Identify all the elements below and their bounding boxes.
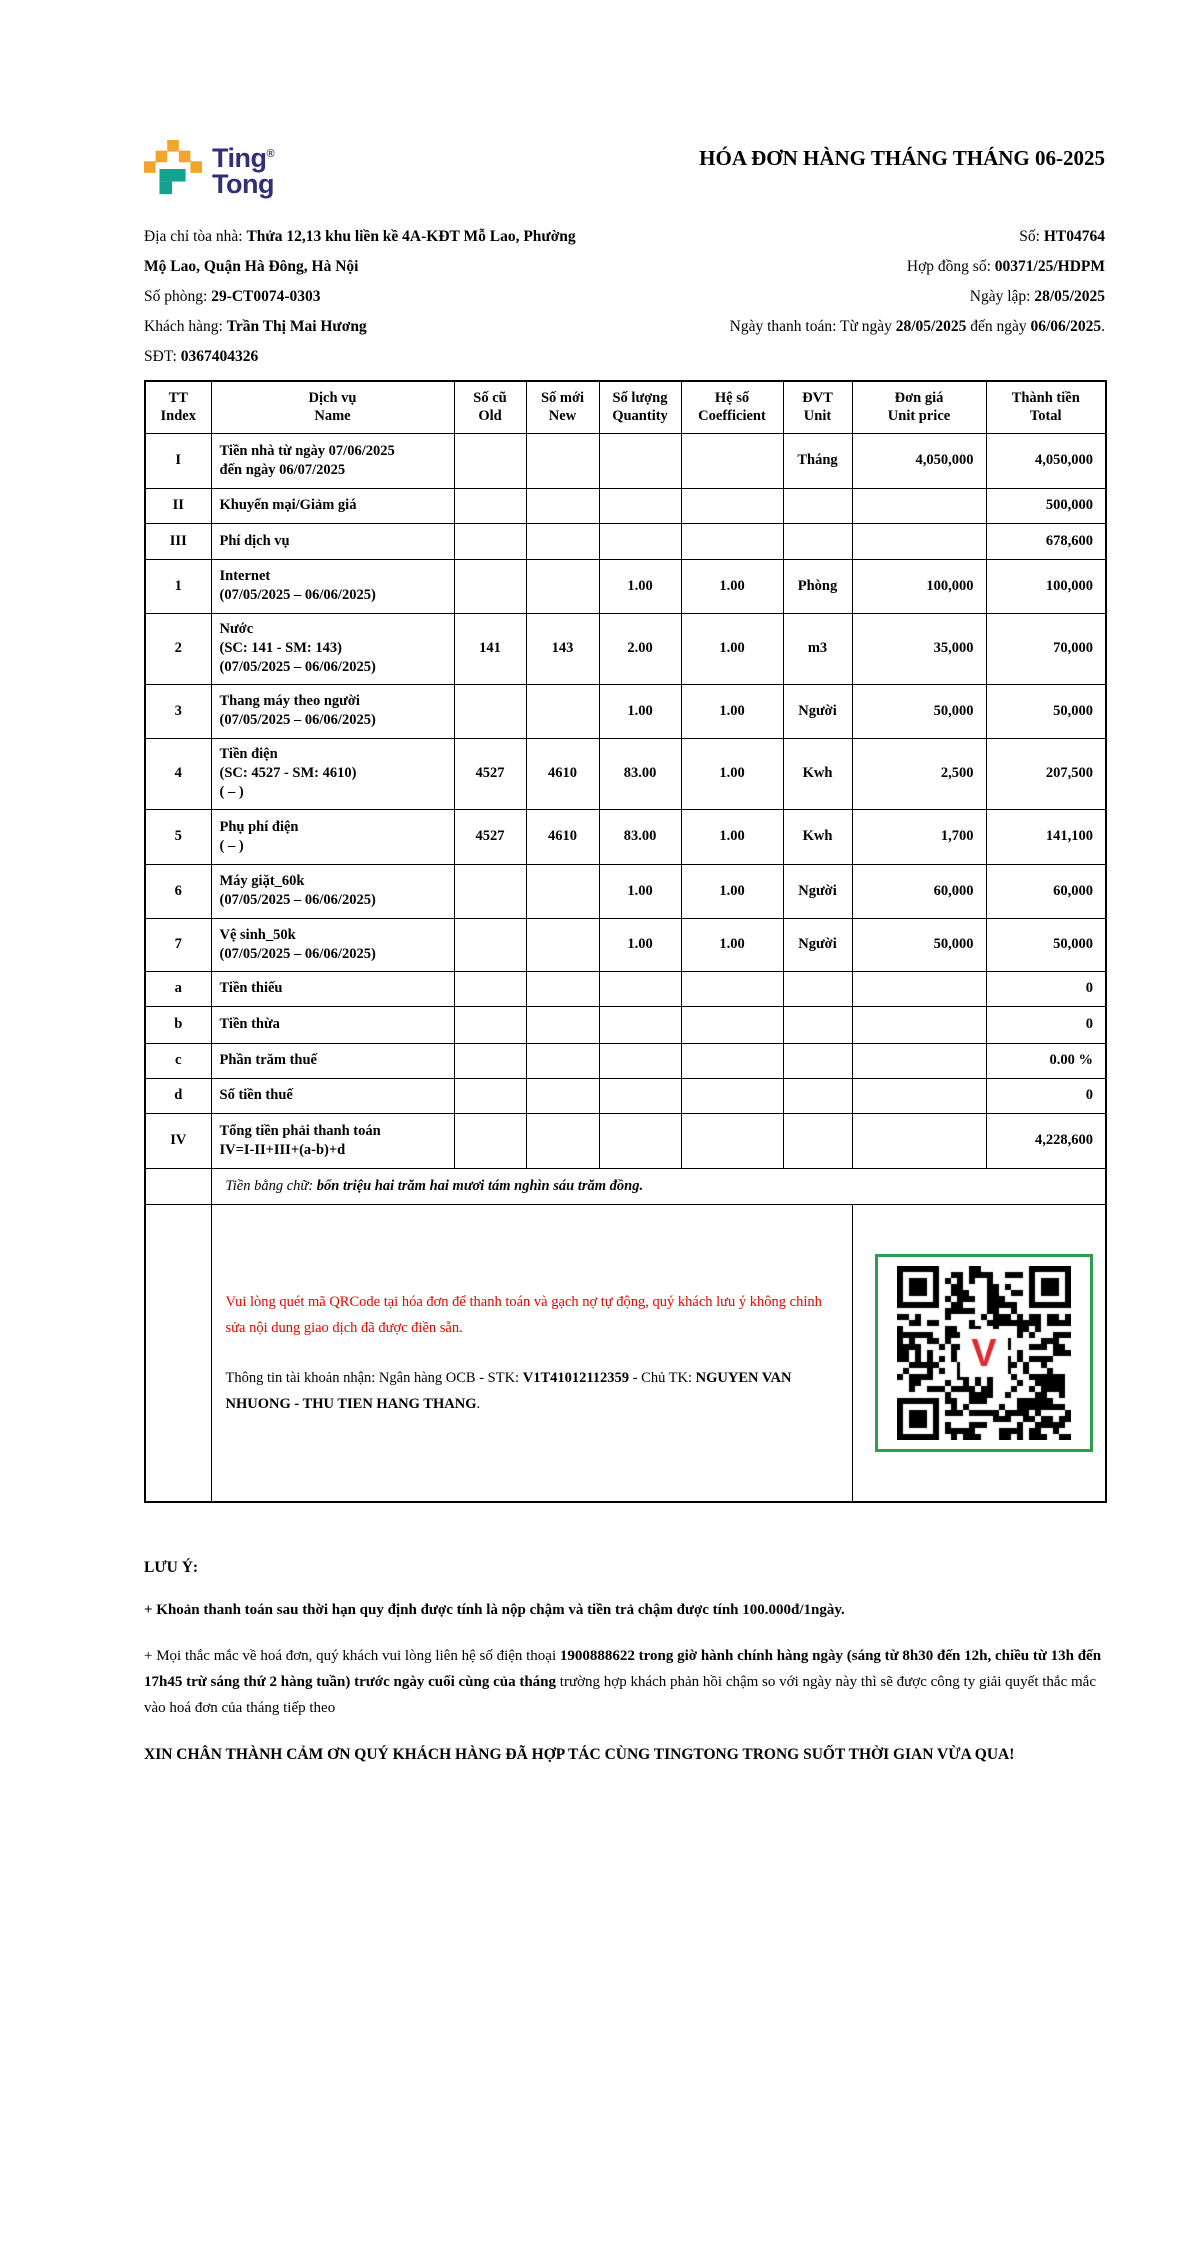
cell-coefficient: 1.00 — [681, 809, 783, 864]
cell-new-reading: 4610 — [526, 738, 599, 809]
cell-unit-price — [852, 523, 986, 559]
table-row — [145, 1113, 1106, 1168]
invoice-info — [144, 222, 1105, 372]
cell-new-reading — [526, 1078, 599, 1113]
cell-service-name: Số tiền thuế — [211, 1078, 454, 1113]
cell-old-reading — [454, 1006, 526, 1043]
footer-notes — [144, 1559, 1105, 1768]
table-row — [145, 613, 1106, 684]
cell-total: 60,000 — [986, 864, 1106, 918]
cell-new-reading: 143 — [526, 613, 599, 684]
table-row — [145, 684, 1106, 738]
room-number: Số phòng: 29-CT0074-0303 — [144, 288, 321, 305]
late-payment-note: + Khoản thanh toán sau thời hạn quy định được tính là nộp chậm và tiền trả chậm được tính 100.000đ/1ngày. — [144, 1602, 845, 1618]
cell-index: 5 — [145, 809, 211, 864]
cell-quantity: 83.00 — [599, 738, 681, 809]
building-address-line-1: Địa chỉ tòa nhà: Thửa 12,13 khu liền kề 4A-KĐT Mỗ Lao, Phường — [144, 228, 576, 245]
cell-unit-price — [852, 488, 986, 523]
cell-unit-price — [852, 1043, 986, 1078]
cell-old-reading — [454, 918, 526, 971]
col-header-total: Thành tiền Total — [986, 381, 1106, 433]
cell-new-reading — [526, 864, 599, 918]
cell-quantity: 1.00 — [599, 559, 681, 613]
header — [144, 138, 1105, 200]
cell-quantity — [599, 523, 681, 559]
tingtong-logo-icon — [144, 140, 202, 198]
cell-quantity: 2.00 — [599, 613, 681, 684]
cell-index: a — [145, 971, 211, 1006]
cell-old-reading — [454, 488, 526, 523]
cell-service-name: Tiền thiếu — [211, 971, 454, 1006]
cell-new-reading — [526, 1006, 599, 1043]
cell-new-reading — [526, 918, 599, 971]
cell-old-reading — [454, 559, 526, 613]
cell-service-name: Phí dịch vụ — [211, 523, 454, 559]
cell-coefficient — [681, 1113, 783, 1168]
info-row — [144, 312, 1105, 342]
col-header-unit-price: Đơn giá Unit price — [852, 381, 986, 433]
cell-service-name: Tổng tiền phải thanh toán IV=I-II+III+(a-b)+d — [211, 1113, 454, 1168]
cell-new-reading — [526, 684, 599, 738]
cell-service-name: Tiền điện (SC: 4527 - SM: 4610) ( – ) — [211, 738, 454, 809]
invoice-table-body — [145, 433, 1106, 1168]
cell-unit: Kwh — [783, 809, 852, 864]
cell-index: 1 — [145, 559, 211, 613]
cell-service-name: Thang máy theo người (07/05/2025 – 06/06/2025) — [211, 684, 454, 738]
cell-unit — [783, 971, 852, 1006]
cell-service-name: Phần trăm thuế — [211, 1043, 454, 1078]
col-header-index: TT Index — [145, 381, 211, 433]
info-row — [144, 252, 1105, 282]
cell-unit: Tháng — [783, 433, 852, 488]
cell-unit-price: 50,000 — [852, 918, 986, 971]
qr-code — [897, 1266, 1071, 1440]
cell-coefficient — [681, 523, 783, 559]
cell-total: 0.00 % — [986, 1043, 1106, 1078]
col-header-old: Số cũ Old — [454, 381, 526, 433]
cell-unit: Phòng — [783, 559, 852, 613]
cell-quantity — [599, 1078, 681, 1113]
cell-new-reading — [526, 1113, 599, 1168]
cell-old-reading — [454, 433, 526, 488]
cell-unit-price — [852, 1006, 986, 1043]
cell-old-reading — [454, 523, 526, 559]
cell-index: II — [145, 488, 211, 523]
cell-total: 678,600 — [986, 523, 1106, 559]
cell-unit-price: 60,000 — [852, 864, 986, 918]
info-row — [144, 342, 1105, 372]
amount-in-words-row — [145, 1168, 1106, 1204]
cell-old-reading — [454, 1078, 526, 1113]
col-header-quantity: Số lượng Quantity — [599, 381, 681, 433]
table-row — [145, 971, 1106, 1006]
table-row — [145, 809, 1106, 864]
col-header-coefficient: Hệ số Coefficient — [681, 381, 783, 433]
cell-old-reading: 141 — [454, 613, 526, 684]
cell-old-reading — [454, 1113, 526, 1168]
cell-quantity: 1.00 — [599, 684, 681, 738]
table-row — [145, 523, 1106, 559]
cell-unit-price: 35,000 — [852, 613, 986, 684]
cell-unit — [783, 1043, 852, 1078]
cell-service-name: Tiền nhà từ ngày 07/06/2025 đến ngày 06/07/2025 — [211, 433, 454, 488]
cell-old-reading — [454, 684, 526, 738]
table-header-row — [145, 381, 1106, 433]
col-header-unit: ĐVT Unit — [783, 381, 852, 433]
cell-quantity — [599, 1006, 681, 1043]
cell-new-reading — [526, 1043, 599, 1078]
payment-instructions — [211, 1204, 852, 1502]
cell-service-name: Vệ sinh_50k (07/05/2025 – 06/06/2025) — [211, 918, 454, 971]
cell-old-reading — [454, 864, 526, 918]
notes-heading: LƯU Ý: — [144, 1559, 199, 1576]
cell-total: 207,500 — [986, 738, 1106, 809]
col-header-name: Dịch vụ Name — [211, 381, 454, 433]
cell-total: 4,050,000 — [986, 433, 1106, 488]
table-row — [145, 433, 1106, 488]
cell-unit: Người — [783, 864, 852, 918]
cell-unit — [783, 1113, 852, 1168]
cell-unit — [783, 1078, 852, 1113]
cell-unit-price: 50,000 — [852, 684, 986, 738]
cell-coefficient — [681, 971, 783, 1006]
cell-index: III — [145, 523, 211, 559]
cell-quantity — [599, 971, 681, 1006]
cell-old-reading — [454, 1043, 526, 1078]
cell-coefficient: 1.00 — [681, 918, 783, 971]
cell-unit-price: 100,000 — [852, 559, 986, 613]
cell-total: 0 — [986, 1006, 1106, 1043]
cell-total: 70,000 — [986, 613, 1106, 684]
cell-old-reading: 4527 — [454, 809, 526, 864]
cell-unit-price — [852, 971, 986, 1006]
cell-total: 4,228,600 — [986, 1113, 1106, 1168]
qr-scan-warning: Vui lòng quét mã QRCode tại hóa đơn để thanh toán và gạch nợ tự động, quý khách lưu ý không chỉnh sửa nội dung giao dịch đã được điền sẵn. — [225, 1293, 822, 1336]
cell-unit: Kwh — [783, 738, 852, 809]
cell-coefficient — [681, 1078, 783, 1113]
cell-index: 7 — [145, 918, 211, 971]
cell-total: 50,000 — [986, 684, 1106, 738]
table-row — [145, 918, 1106, 971]
cell-new-reading: 4610 — [526, 809, 599, 864]
invoice-title: HÓA ĐƠN HÀNG THÁNG THÁNG 06-2025 — [699, 146, 1105, 170]
cell-index: 3 — [145, 684, 211, 738]
cell-unit-price — [852, 1078, 986, 1113]
cell-index: d — [145, 1078, 211, 1113]
table-row — [145, 1043, 1106, 1078]
cell-service-name: Phụ phí điện ( – ) — [211, 809, 454, 864]
cell-service-name: Nước (SC: 141 - SM: 143) (07/05/2025 – 06/06/2025) — [211, 613, 454, 684]
cell-service-name: Máy giặt_60k (07/05/2025 – 06/06/2025) — [211, 864, 454, 918]
cell-index: I — [145, 433, 211, 488]
cell-new-reading — [526, 488, 599, 523]
cell-coefficient: 1.00 — [681, 864, 783, 918]
cell-total: 141,100 — [986, 809, 1106, 864]
cell-coefficient: 1.00 — [681, 738, 783, 809]
hotline-note: + Mọi thắc mắc về hoá đơn, quý khách vui lòng liên hệ số điện thoại 1900888622 trong giờ hành chính hàng ngày (sáng từ 8h30 đến 12h, chiều từ 13h đến 17h45 trừ sáng thứ 2 hàng tuần) trước ngày cuối cùng của tháng trường hợp khách phản hồi chậm so với ngày này thì sẽ được công ty giải quyết thắc mắc vào hoá đơn của tháng tiếp theo — [144, 1648, 1102, 1716]
cell-new-reading — [526, 559, 599, 613]
cell-total: 100,000 — [986, 559, 1106, 613]
cell-unit — [783, 1006, 852, 1043]
qr-frame — [875, 1254, 1093, 1452]
invoice-table — [144, 380, 1107, 1503]
cell-unit-price: 4,050,000 — [852, 433, 986, 488]
cell-coefficient — [681, 1006, 783, 1043]
cell-total: 0 — [986, 971, 1106, 1006]
table-row — [145, 488, 1106, 523]
phone-number: SĐT: 0367404326 — [144, 348, 259, 365]
cell-unit: Người — [783, 918, 852, 971]
cell-quantity: 1.00 — [599, 864, 681, 918]
cell-new-reading — [526, 433, 599, 488]
cell-quantity — [599, 433, 681, 488]
cell-total: 500,000 — [986, 488, 1106, 523]
contract-number: Hợp đồng số: 00371/25/HDPM — [906, 258, 1105, 275]
col-header-new: Số mới New — [526, 381, 599, 433]
cell-unit: m3 — [783, 613, 852, 684]
building-address-line-2: Mộ Lao, Quận Hà Đông, Hà Nội — [144, 258, 359, 275]
payment-period: Ngày thanh toán: Từ ngày 28/05/2025 đến ngày 06/06/2025. — [729, 318, 1105, 335]
bank-account-info: Thông tin tài khoản nhận: Ngân hàng OCB - STK: V1T41012112359 - Chủ TK: NGUYEN VAN NHUONG - THU TIEN HANG THANG. — [225, 1369, 792, 1412]
cell-coefficient — [681, 1043, 783, 1078]
cell-quantity: 1.00 — [599, 918, 681, 971]
cell-index: 6 — [145, 864, 211, 918]
customer-name: Khách hàng: Trần Thị Mai Hương — [144, 318, 367, 335]
qr-row — [145, 1204, 1106, 1502]
table-row — [145, 864, 1106, 918]
cell-unit-price — [852, 1113, 986, 1168]
cell-service-name: Khuyến mại/Giảm giá — [211, 488, 454, 523]
cell-service-name: Tiền thừa — [211, 1006, 454, 1043]
cell-index: IV — [145, 1113, 211, 1168]
info-row — [144, 222, 1105, 252]
cell-unit — [783, 523, 852, 559]
cell-coefficient: 1.00 — [681, 559, 783, 613]
cell-quantity — [599, 1043, 681, 1078]
cell-old-reading — [454, 971, 526, 1006]
table-row — [145, 1078, 1106, 1113]
table-row — [145, 1006, 1106, 1043]
table-row — [145, 559, 1106, 613]
cell-quantity — [599, 1113, 681, 1168]
cell-coefficient: 1.00 — [681, 684, 783, 738]
cell-unit-price: 1,700 — [852, 809, 986, 864]
tingtong-logo-text: Ting® Tong — [212, 143, 275, 199]
cell-unit: Người — [783, 684, 852, 738]
info-row — [144, 282, 1105, 312]
cell-quantity — [599, 488, 681, 523]
cell-old-reading: 4527 — [454, 738, 526, 809]
cell-quantity: 83.00 — [599, 809, 681, 864]
invoice-number: Số: HT04764 — [1019, 228, 1105, 245]
cell-coefficient — [681, 433, 783, 488]
cell-new-reading — [526, 971, 599, 1006]
cell-index: b — [145, 1006, 211, 1043]
cell-unit — [783, 488, 852, 523]
cell-new-reading — [526, 523, 599, 559]
cell-total: 50,000 — [986, 918, 1106, 971]
tingtong-logo — [144, 138, 274, 200]
cell-coefficient: 1.00 — [681, 613, 783, 684]
cell-unit-price: 2,500 — [852, 738, 986, 809]
cell-total: 0 — [986, 1078, 1106, 1113]
table-row — [145, 738, 1106, 809]
thank-you-message: XIN CHÂN THÀNH CẢM ƠN QUÝ KHÁCH HÀNG ĐÃ HỢP TÁC CÙNG TINGTONG TRONG SUỐT THỜI GIAN VỪA QUA! — [144, 1746, 1015, 1763]
cell-service-name: Internet (07/05/2025 – 06/06/2025) — [211, 559, 454, 613]
issue-date: Ngày lập: 28/05/2025 — [969, 288, 1105, 305]
cell-index: 4 — [145, 738, 211, 809]
amount-in-words: Tiền bằng chữ: bốn triệu hai trăm hai mươi tám nghìn sáu trăm đồng. — [211, 1168, 1106, 1204]
cell-index: c — [145, 1043, 211, 1078]
cell-coefficient — [681, 488, 783, 523]
cell-index: 2 — [145, 613, 211, 684]
